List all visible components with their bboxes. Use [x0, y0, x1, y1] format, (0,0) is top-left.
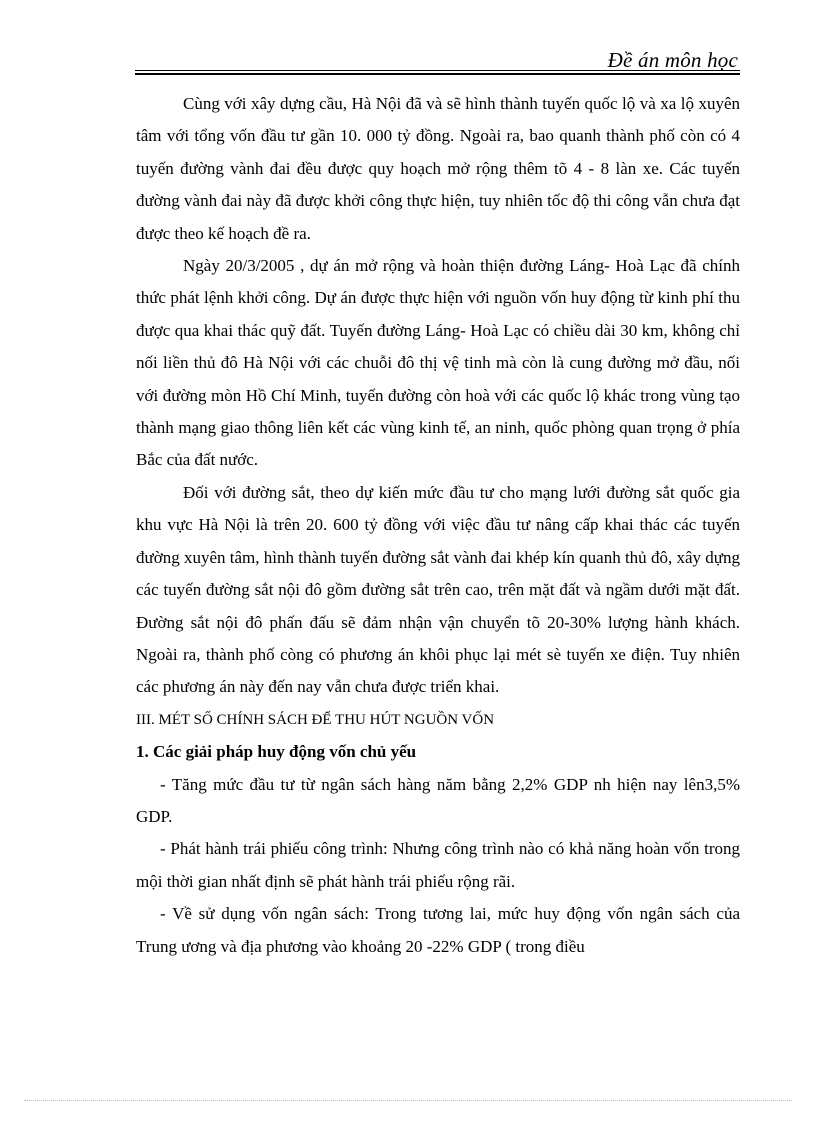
bullet-item: - Phát hành trái phiếu công trình: Nhưng công trình nào có khả năng hoàn vốn trong mội thời gian nhất định sẽ phát hành trái phiếu rộng rãi. [136, 839, 740, 891]
header-rule-thick [135, 73, 740, 75]
document-body [136, 88, 740, 963]
paragraph-lang-hoa-lac: Ngày 20/3/2005 , dự án mở rộng và hoàn thiện đường Láng- Hoà Lạc đã chính thức phát lệnh khởi công. Dự án được thực hiện với nguồn vốn huy động từ kinh phí thu được qua khai thác quỹ đất. Tuyến đường Láng- Hoà Lạc có chiều dài 30 km, không chỉ nối liền thủ đô Hà Nội với các chuỗi đô thị vệ tinh mà còn là cung đường mở đầu, nối với đường mòn Hồ Chí Minh, tuyến đường còn hoà với các quốc lộ khác trong vùng tạo thành mạng giao thông liên kết các vùng kinh tế, an ninh, quốc phòng quan trọng ở phía Bắc của đất nước. [136, 256, 740, 470]
bullet-item: - Tăng mức đầu tư từ ngân sách hàng năm bằng 2,2% GDP nh hiện nay lên3,5% GDP. [136, 774, 740, 826]
paragraph-bridges-highways: Cùng với xây dựng cầu, Hà Nội đã và sẽ hình thành tuyến quốc lộ và xa lộ xuyên tâm với tổng vốn đầu tư gần 10. 000 tỷ đồng. Ngoài ra, bao quanh thành phố còn có 4 tuyến đường vành đai đều được quy hoạch mở rộng thêm tõ 4 - 8 làn xe. Các tuyến đường vành đai này đã được khởi công thực hiện, tuy nhiên tốc độ thi công vẫn chưa đạt được theo kế hoạch đề ra. [136, 94, 740, 243]
bullet-item: - Về sử dụng vốn ngân sách: Trong tương lai, mức huy động vốn ngân sách của Trung ương và địa phương vào khoảng 20 -22% GDP ( trong điều [136, 904, 740, 956]
header-rule [135, 70, 740, 71]
section-heading: III. MÉT SỐ CHÍNH SÁCH ĐỂ THU HÚT NGUỒN VỐN [136, 711, 495, 728]
page-header [135, 46, 740, 74]
paragraph-railways: Đối với đường sắt, theo dự kiến mức đầu tư cho mạng lưới đường sắt quốc gia khu vực Hà Nội là trên 20. 600 tỷ đồng với việc đầu tư nâng cấp khai thác các tuyến đường xuyên tâm, hình thành tuyến đường sắt vành đai khép kín quanh thủ đô, xây dựng các tuyến đường sắt nội đô gồm đường sắt trên cao, trên mặt đất và ngầm dưới mặt đất. Đường sắt nội đô phấn đấu sẽ đảm nhận vận chuyển tõ 20-30% lượng hành khách. Ngoài ra, thành phố còng có phương án khôi phục lại mét sè tuyến xe điện. Tuy nhiên các phương án này đến nay vẫn chưa được triển khai. [136, 482, 740, 697]
subsection-heading: 1. Các giải pháp huy động vốn chủ yếu [136, 742, 417, 762]
page-bottom-border [24, 1100, 792, 1101]
header-title: Đề án môn học [607, 48, 738, 72]
